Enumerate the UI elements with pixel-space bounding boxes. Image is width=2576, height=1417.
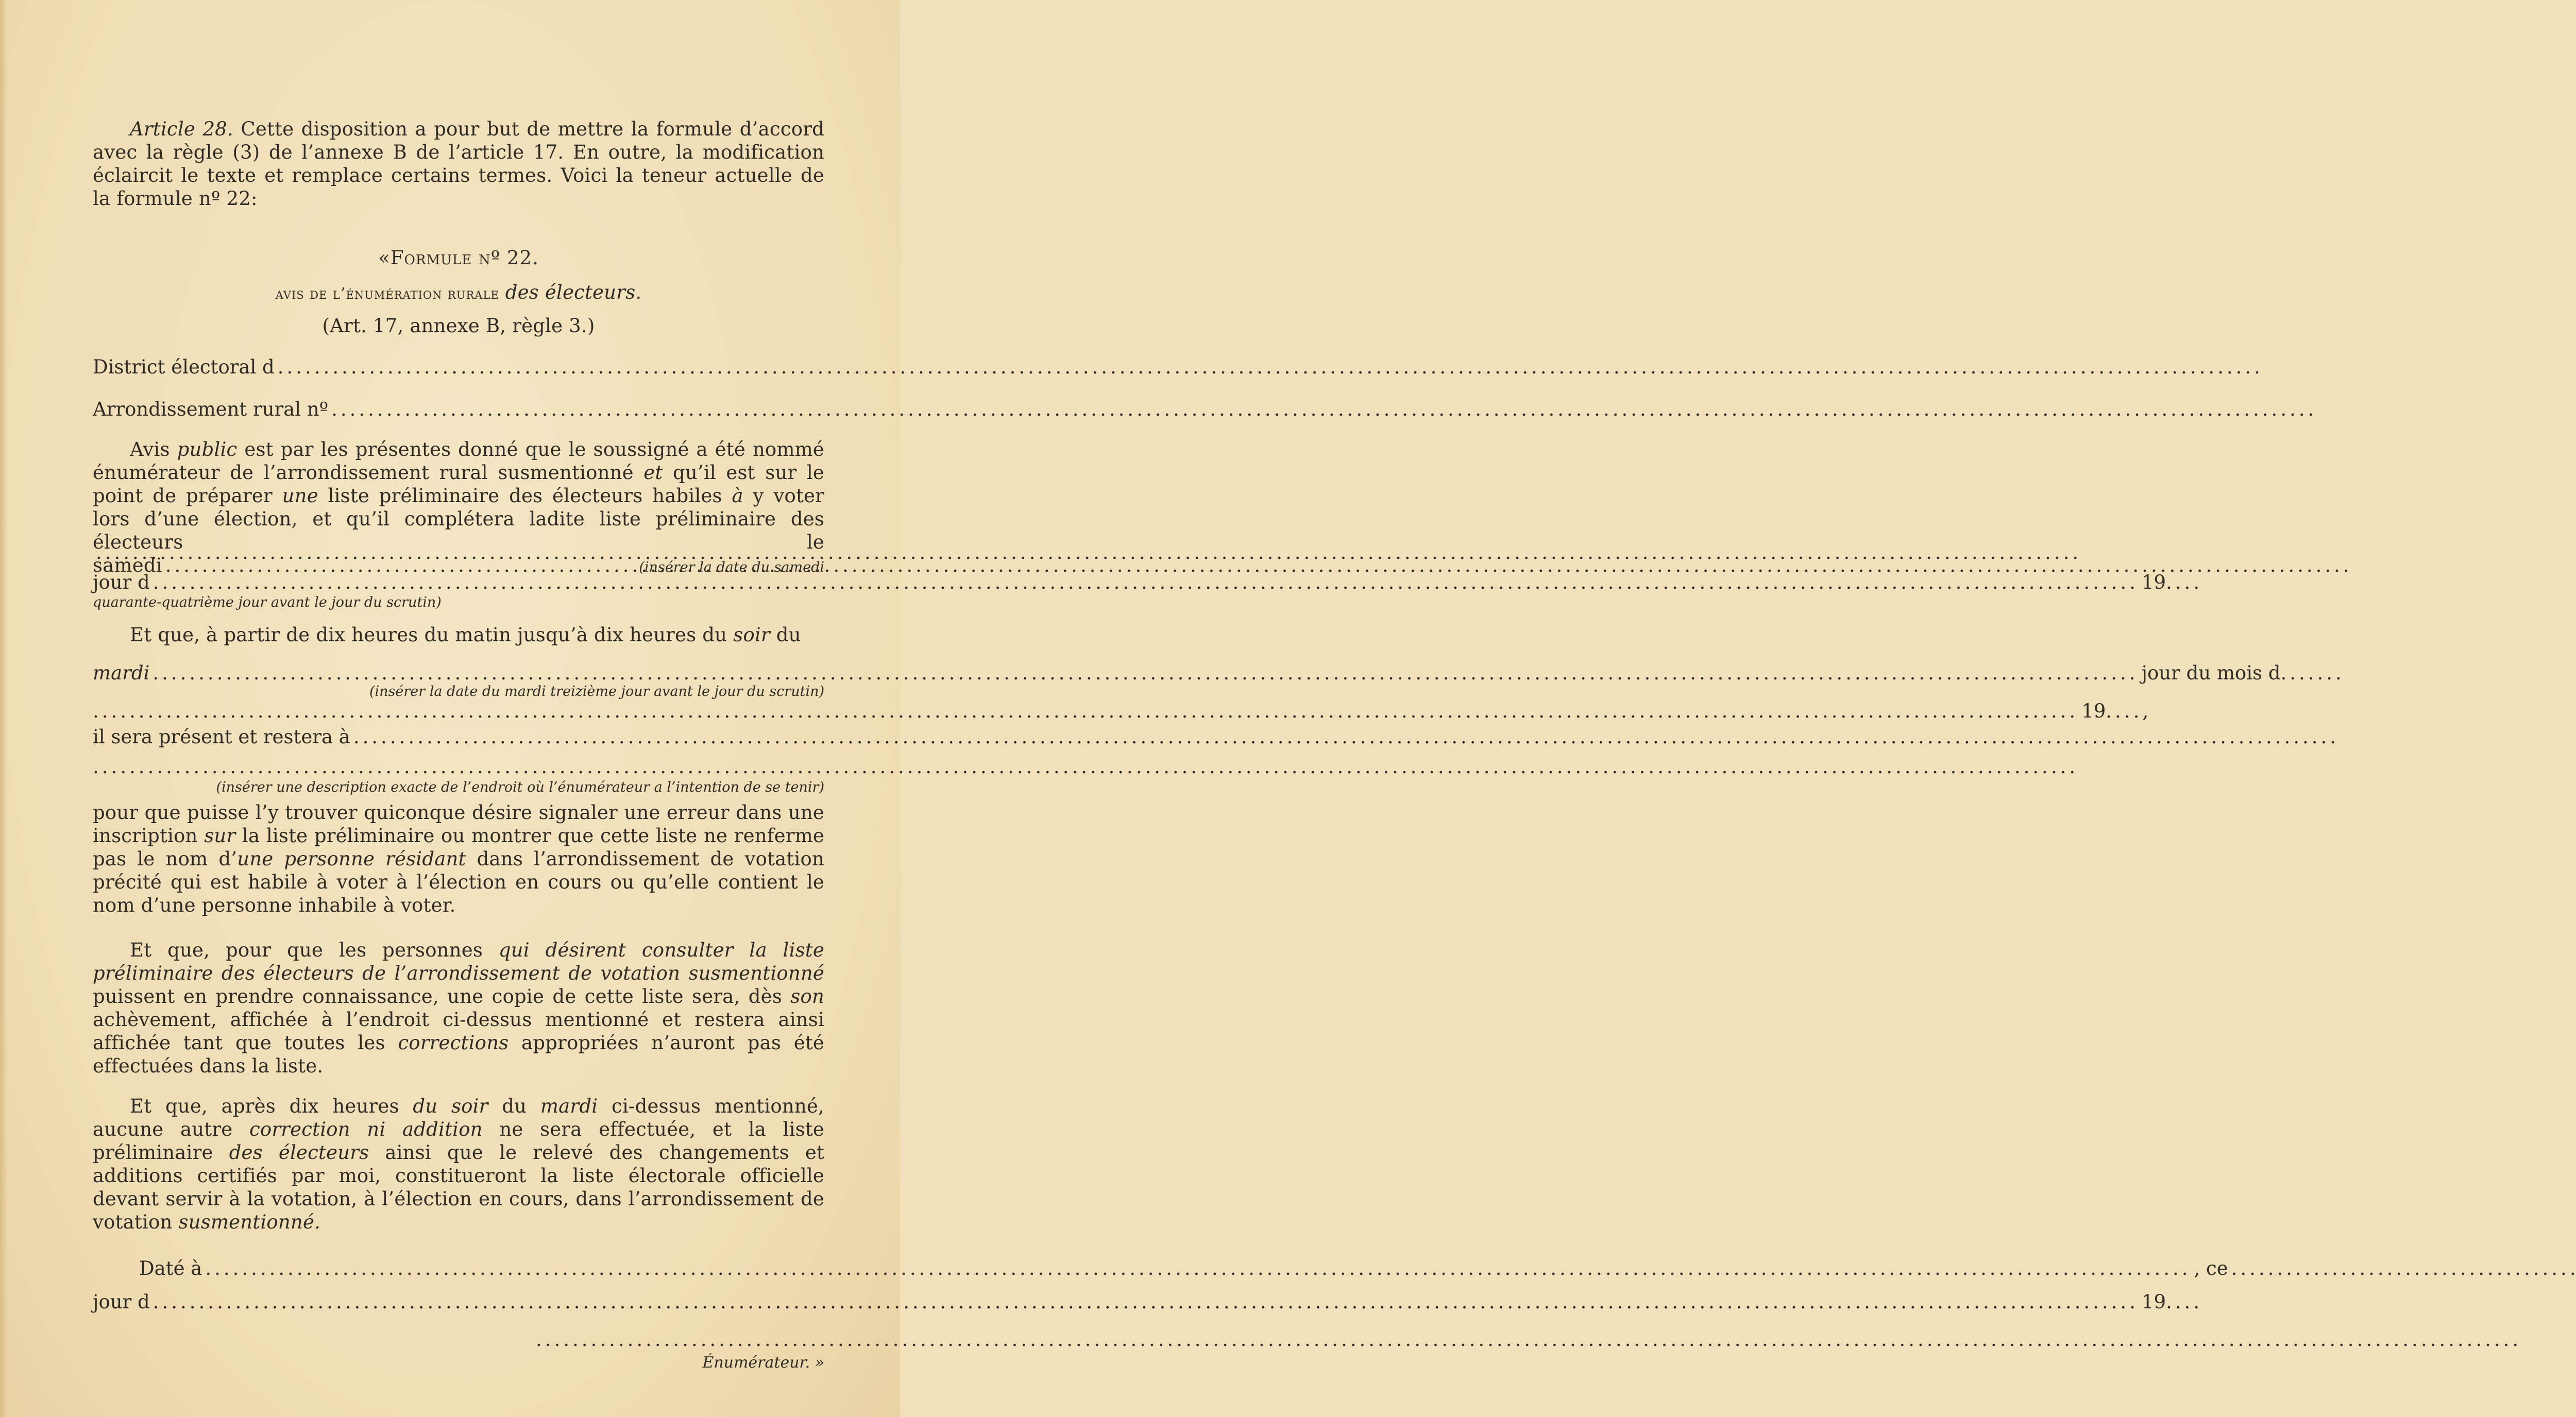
p5-italic-5: susmentionné.: [178, 1211, 320, 1233]
p1-start: Avis: [130, 438, 170, 460]
samedi-blank: ..... ......................: [165, 554, 2352, 576]
district-line: [93, 355, 706, 379]
notice-paragraph-2-line-1: [93, 623, 824, 646]
p4-text-1: Et que, pour que les personnes: [130, 939, 483, 961]
p1-italic-1: public: [177, 438, 238, 460]
p2-text-2: du: [776, 624, 801, 646]
year-blank-3: ....: [2166, 1291, 2203, 1313]
p5-text-1: Et que, après dix heures: [130, 1095, 399, 1117]
notice-paragraph-3-text: [93, 801, 824, 917]
mardi-year-line: [93, 699, 2152, 723]
p4-text-3: achèvement, affichée à l’endroit ci-dessus mentionné et restera ainsi affichée tant que toutes les: [93, 1009, 824, 1054]
mardi-label: mardi: [93, 662, 150, 684]
signature-block: [536, 1354, 824, 1372]
p3-text-3: dans l’arrondissement de votation précité qui est habile à voter à l’élection en cours ou qu’elle contient le nom d’une personne inhabile à voter.: [93, 848, 825, 916]
jour-line-1: [93, 571, 2203, 594]
jour-blank-2: [153, 1290, 2139, 1313]
mardi-blank: [152, 661, 2138, 685]
mardi-line: [93, 661, 2345, 685]
article-intro-paragraph: [93, 117, 824, 210]
form-subtitle: [93, 281, 824, 305]
jour-du-mois-label: jour du mois d: [2141, 662, 2281, 684]
p5-italic-2: mardi: [540, 1095, 598, 1117]
district-blank: [278, 355, 2263, 379]
note-samedi-2: quarante-quatrième jour avant le jour du scrutin): [93, 594, 442, 610]
p1-italic-3: une: [282, 485, 318, 507]
district-label: District électoral d: [93, 356, 275, 378]
ce-label: , ce: [2194, 1257, 2228, 1279]
form-subtitle-caps: avis de l’énumération rurale: [275, 285, 499, 303]
p3-italic-2: une personne résidant: [237, 848, 466, 870]
jour-label-1: jour d: [93, 571, 150, 593]
notice-paragraph-3: [93, 801, 824, 917]
present-label: il sera présent et restera à: [93, 726, 350, 748]
p1-italic-4: à: [732, 485, 743, 507]
year-prefix-1: 19: [2141, 571, 2166, 593]
p4-text-2: puissent en prendre connaissance, une copie de cette liste sera, dès: [93, 985, 782, 1008]
date-label: Daté à: [139, 1257, 202, 1279]
notice-paragraph-2: [93, 623, 824, 646]
arrondissement-line: [93, 398, 706, 421]
p1-text-3: liste préliminaire des électeurs habiles: [328, 485, 722, 507]
p1-text-1: est par les présentes donné que le soussigné a été nommé énumérateur de l’arrondissement rural susmentionné: [93, 438, 824, 484]
signature-blank: [536, 1328, 2521, 1351]
article-label: Article 28.: [130, 118, 233, 140]
p5-italic-4: des électeurs: [229, 1141, 369, 1164]
p5-text-4: ne sera effectuée, et la liste préliminaire: [93, 1118, 824, 1164]
article-intro: [93, 117, 824, 210]
p4-italic-1: qui désirent consulter la liste préliminaire des électeurs de l’arrondissement de votation susmentionné: [93, 939, 824, 984]
jour-label-2: jour d: [93, 1291, 150, 1313]
year-blank-1: ....: [2166, 571, 2203, 593]
article-intro-text: Cette disposition a pour but de mettre la formule d’accord avec la règle (3) de l’annexe B de l’article 17. En outre, la modification éclaircit le texte et remplace certains termes. Voici la teneur actuelle de la formule nº 22:: [93, 118, 824, 210]
present-blank: [353, 725, 2339, 748]
arrondissement-label: Arrondissement rural nº: [93, 398, 329, 420]
year-prefix-3: 19: [2141, 1291, 2166, 1313]
year-prefix-2: 19: [2081, 700, 2106, 722]
endroit-blank: [93, 755, 2078, 778]
p1-text-4: y voter lors d’une élection, et qu’il complétera ladite liste préliminaire des électeurs le samedi: [93, 485, 825, 576]
p3-text-2: la liste préliminaire ou montrer que cette liste ne renferme pas le nom d’: [93, 825, 824, 870]
notice-paragraph-4-text: [93, 938, 824, 1078]
notice-paragraph-4: [93, 938, 824, 1078]
mardi-year-blank: [93, 699, 2078, 723]
p1-text-2: qu’il est sur le point de préparer: [93, 462, 824, 507]
form-reference: (Art. 17, annexe B, règle 3.): [322, 315, 595, 337]
form-subtitle-italic: des électeurs.: [505, 281, 642, 303]
mois-blank: .......: [2280, 662, 2345, 684]
form-title-block: [93, 246, 824, 269]
arrondissement-blank: [331, 398, 2317, 421]
p3-italic-1: sur: [204, 825, 236, 847]
p4-italic-2: son: [790, 985, 824, 1008]
p5-text-5: ainsi que le relevé des changements et additions certifiés par moi, constitueront la liste électorale officielle devant servir à la votation, à l’élection en cours, dans l’arrondissement de votation: [93, 1141, 824, 1233]
page-edge: [0, 0, 7, 1417]
note-mardi: (insérer la date du mardi treizième jour avant le jour du scrutin): [369, 684, 824, 699]
p5-italic-1: du soir: [413, 1095, 488, 1117]
p1-italic-2: et: [643, 462, 663, 484]
date-place-blank: [205, 1257, 2191, 1280]
jour-blank-1: [153, 571, 2139, 594]
present-line: [93, 725, 824, 748]
note-endroit: (insérer une description exacte de l’endroit où l’énumérateur a l’intention de se tenir): [216, 779, 824, 795]
date-line: [139, 1257, 2228, 1280]
year-blank-2: ....,: [2106, 700, 2152, 722]
p4-italic-3: corrections: [398, 1032, 509, 1054]
form-reference-block: [93, 314, 824, 337]
form-subtitle-block: [93, 281, 824, 305]
signature-dots-line: [536, 1328, 824, 1351]
jour-line-2: [93, 1290, 2203, 1313]
p5-text-2: du: [502, 1095, 527, 1117]
notice-paragraph-5-text: [93, 1095, 824, 1234]
p5-text-3: ci-dessus mentionné, aucune autre: [93, 1095, 824, 1140]
p2-italic-1: soir: [733, 624, 770, 646]
form-title: «Formule nº 22.: [378, 247, 539, 269]
p4-text-4: appropriées n’auront pas été effectuées dans la liste.: [93, 1032, 824, 1077]
p3-text-1: pour que puisse l’y trouver quiconque désire signaler une erreur dans une inscription: [93, 801, 824, 847]
p5-italic-3: correction ni addition: [249, 1118, 483, 1140]
notice-paragraph-5: [93, 1095, 824, 1234]
endroit-dots-line: [93, 755, 824, 778]
signature-label: Énumérateur. »: [702, 1354, 824, 1372]
p2-text-1: Et que, à partir de dix heures du matin jusqu’à dix heures du: [130, 624, 727, 646]
date-ce-blank: [2231, 1257, 2576, 1280]
note-samedi-1: (insérer la date du samedi: [639, 559, 824, 575]
